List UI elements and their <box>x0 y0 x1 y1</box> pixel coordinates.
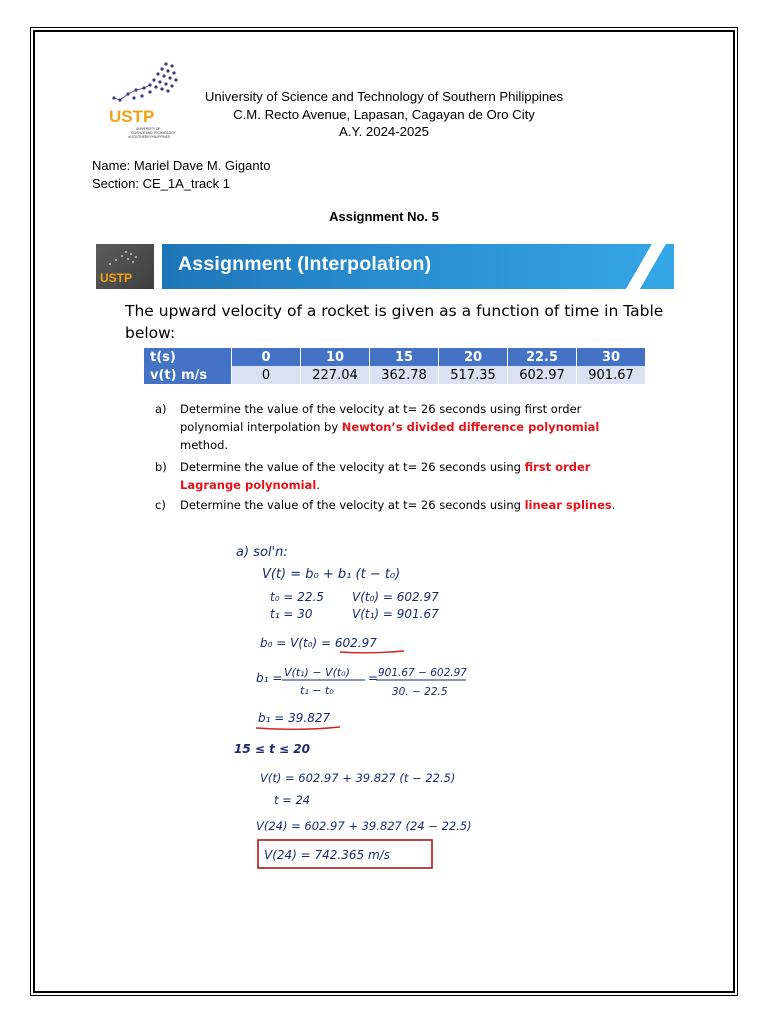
slide-banner <box>96 244 674 289</box>
student-info <box>92 157 270 192</box>
table-cell: 362.78 <box>370 366 439 384</box>
vt0-value: V(t₀) = 602.97 <box>352 590 439 604</box>
time-label: t(s) <box>144 348 232 366</box>
time-row <box>144 348 646 366</box>
svg-text:UNIVERSITY OF: UNIVERSITY OF <box>136 127 161 131</box>
b1-value: b₁ = 39.827 <box>258 711 331 725</box>
b1-numerator-values: 901.67 − 602.97 <box>378 667 467 679</box>
svg-text:of SOUTHERN PHILIPPINES: of SOUTHERN PHILIPPINES <box>128 135 170 139</box>
university-name: University of Science and Technology of Southern Philippines <box>204 89 564 104</box>
table-cell: 901.67 <box>577 366 646 384</box>
solution-label: a) sol'n: <box>236 545 288 560</box>
svg-text:SCIENCE AND TECHNOLOGY: SCIENCE AND TECHNOLOGY <box>131 131 176 135</box>
b1-lhs: b₁ = <box>256 671 283 685</box>
assignment-number: Assignment No. 5 <box>329 209 439 224</box>
banner-ustp-logo-icon <box>96 244 154 289</box>
velocity-table <box>144 348 646 384</box>
svg-text:USTP: USTP <box>100 271 133 285</box>
question-b <box>155 458 633 494</box>
t-value: t = 24 <box>274 793 311 807</box>
range-condition: 15 ≤ t ≤ 20 <box>234 742 310 756</box>
table-cell: 0 <box>232 366 301 384</box>
b1-numerator: V(t₁) − V(t₀) <box>284 666 350 679</box>
problem-statement: The upward velocity of a rocket is given as a function of time in Table below: <box>125 302 664 342</box>
table-cell: 10 <box>301 348 370 366</box>
b1-equals: = <box>368 671 379 685</box>
banner-stripe <box>621 244 670 289</box>
question-highlight: Newton’s divided difference polynomial <box>341 420 600 434</box>
vt1-value: V(t₁) = 901.67 <box>352 607 439 621</box>
b1-underline <box>256 727 340 729</box>
question-text: Determine the value of the velocity at t= 26 seconds using first order polynomial interpolation by Newton’s divided difference polynomial method. <box>180 402 600 452</box>
vt-substituted: V(t) = 602.97 + 39.827 (t − 22.5) <box>260 771 456 785</box>
question-a <box>155 400 633 454</box>
slide-title: Assignment (Interpolation) <box>178 253 432 275</box>
b0-underline <box>340 651 404 653</box>
student-name: Name: Mariel Dave M. Giganto <box>92 158 271 173</box>
final-answer: V(24) = 742.365 m/s <box>264 848 390 862</box>
b1-denominator: t₁ − t₀ <box>300 684 334 697</box>
table-cell: 227.04 <box>301 366 370 384</box>
university-address: C.M. Recto Avenue, Lapasan, Cagayan de Oro City <box>233 106 535 122</box>
table-cell: 30 <box>577 348 646 366</box>
equation-vt: V(t) = b₀ + b₁ (t − t₀) <box>262 567 401 582</box>
question-text: Determine the value of the velocity at t= 26 seconds using linear splines. <box>180 498 616 512</box>
table-cell: 0 <box>232 348 301 366</box>
table-cell: 22.5 <box>508 348 577 366</box>
question-marker: c) <box>155 498 166 512</box>
handwritten-solution <box>220 538 500 878</box>
table-cell: 20 <box>439 348 508 366</box>
question-highlight: first order Lagrange polynomial <box>180 460 591 492</box>
academic-year: A.Y. 2024-2025 <box>339 124 429 139</box>
v24-equation: V(24) = 602.97 + 39.827 (24 − 22.5) <box>256 819 472 833</box>
b0-equation: b₀ = V(t₀) = 602.97 <box>260 636 377 650</box>
question-c <box>155 496 633 514</box>
table-cell: 15 <box>370 348 439 366</box>
question-highlight: linear splines <box>524 498 612 512</box>
velocity-row <box>144 366 646 384</box>
banner-logo-box <box>96 244 162 289</box>
question-text: Determine the value of the velocity at t= 26 seconds using first order Lagrange polynomial. <box>180 460 591 492</box>
svg-text:USTP: USTP <box>109 107 155 126</box>
table-cell: 602.97 <box>508 366 577 384</box>
table-cell: 517.35 <box>439 366 508 384</box>
t1-value: t₁ = 30 <box>270 607 313 621</box>
t0-value: t₀ = 22.5 <box>270 590 324 604</box>
question-marker: b) <box>155 460 167 474</box>
university-header <box>150 88 618 141</box>
student-section: Section: CE_1A_track 1 <box>92 175 231 191</box>
b1-denominator-values: 30. − 22.5 <box>392 686 448 698</box>
question-marker: a) <box>155 402 167 416</box>
velocity-label: v(t) m/s <box>144 366 232 384</box>
